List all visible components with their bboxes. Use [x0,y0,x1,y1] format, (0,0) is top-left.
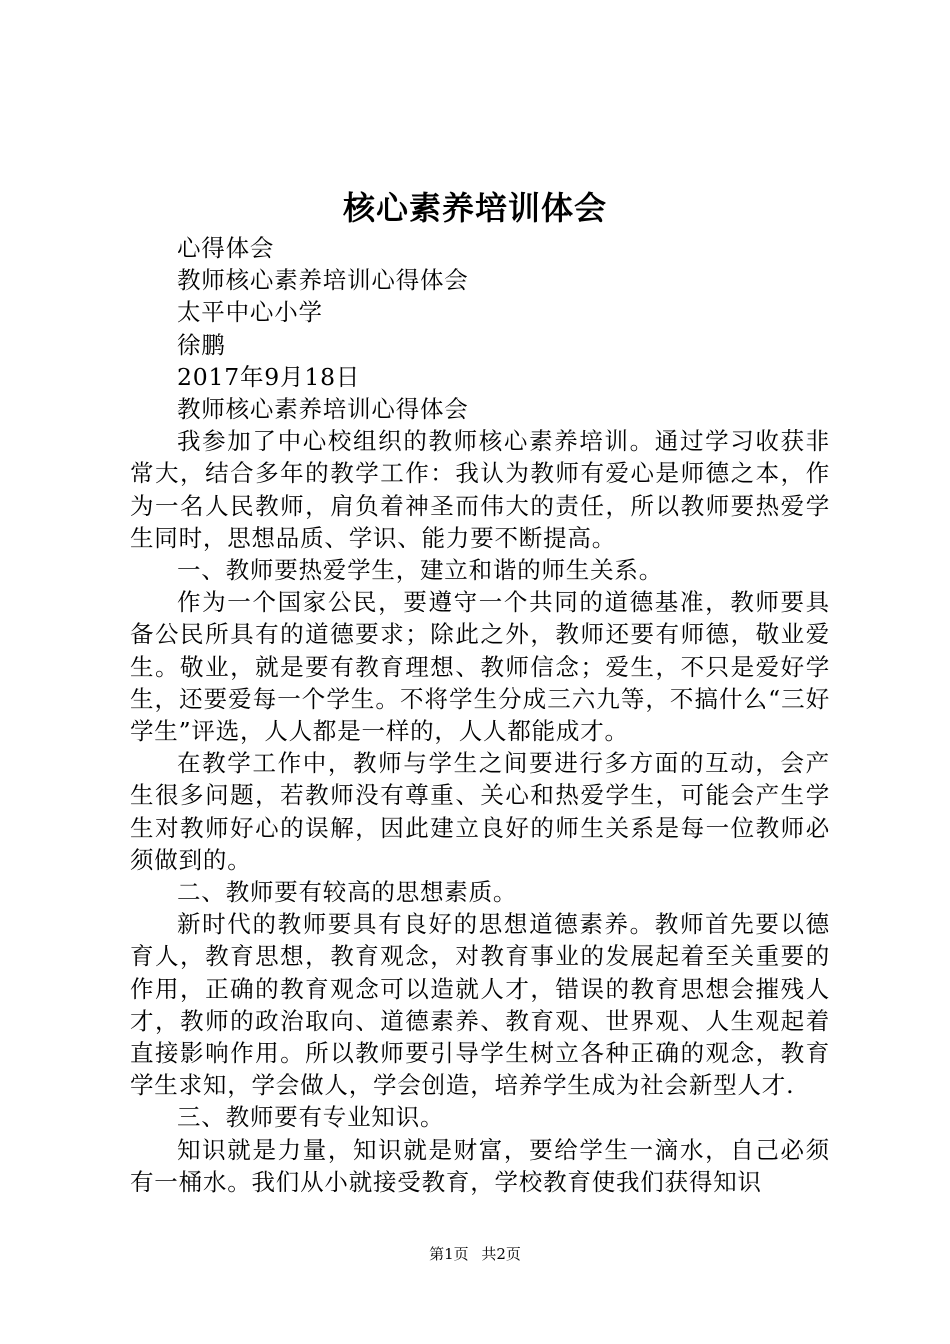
author-name: 徐鹏 [177,330,226,359]
heading-line: 教师核心素养培训心得体会 [177,266,469,295]
page-total: 共2页 [481,1245,521,1263]
school-name: 太平中心小学 [177,298,323,327]
body-paragraph: 新时代的教师要具有良好的思想道德素养。教师首先要以德育人，教育思想，教育观念，对教育事业的发展起着至关重要的作用，正确的教育观念可以造就人才，错误的教育思想会摧残人才，教师的政治取向、道德素养、教育观、世界观、人生观起着直接影响作用。所以教师要引导学生树立各种正确的观念，教育学生求知，学会做人，学会创造，培养学生成为社会新型人才. [130,910,830,1100]
page-footer [0,1243,950,1265]
document-title: 核心素养培训体会 [342,189,607,227]
body-paragraph: 作为一个国家公民，要遵守一个共同的道德基准，教师要具备公民所具有的道德要求；除此之外，教师还要有师德，敬业爱生。敬业，就是要有教育理想、教师信念；爱生，不只是爱好学生，还要爱每一个学生。不将学生分成三六九等，不搞什么“三好学生”评选，人人都是一样的，人人都能成才。 [130,588,830,746]
section-heading: 一、教师要热爱学生，建立和谐的师生关系。 [177,556,663,585]
body-paragraph: 在教学工作中，教师与学生之间要进行多方面的互动，会产生很多问题，若教师没有尊重、关心和热爱学生，可能会产生学生对教师好心的误解，因此建立良好的师生关系是每一位教师必须做到的。 [130,749,830,874]
heading-line: 教师核心素养培训心得体会 [177,395,469,424]
section-heading: 二、教师要有较高的思想素质。 [177,878,518,907]
document-date: 2017年9月18日 [177,362,361,391]
document-body [130,232,830,1198]
section-heading: 三、教师要有专业知识。 [177,1103,445,1132]
body-paragraph: 知识就是力量，知识就是财富，要给学生一滴水，自己必须有一桶水。我们从小就接受教育，学校教育使我们获得知识 [130,1135,830,1196]
body-paragraph: 我参加了中心校组织的教师核心素养培训。通过学习收获非常大，结合多年的教学工作：我认为教师有爱心是师德之本，作为一名人民教师，肩负着神圣而伟大的责任，所以教师要热爱学生同时，思想品质、学识、能力要不断提高。 [130,427,830,552]
heading-line: 心得体会 [177,234,275,262]
page-number: 第1页 [429,1245,469,1263]
